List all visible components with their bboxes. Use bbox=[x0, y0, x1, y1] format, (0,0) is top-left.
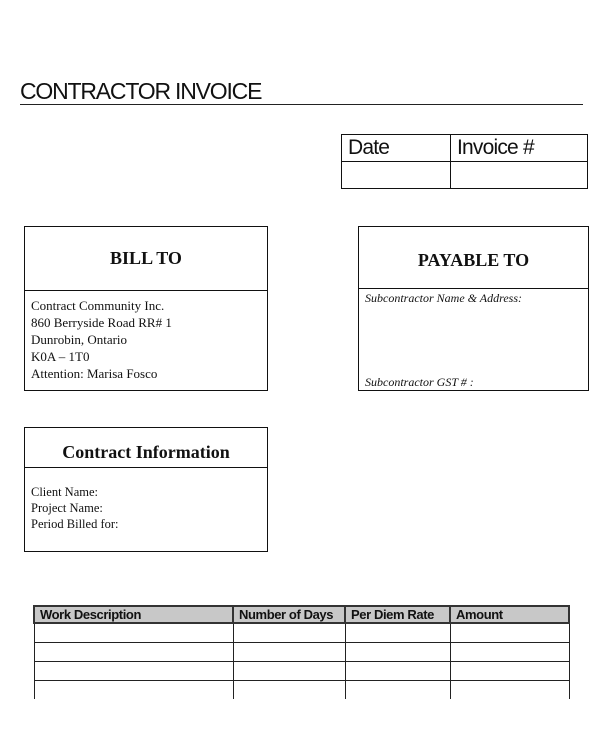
project-name-label: Project Name: bbox=[31, 501, 103, 515]
subcontractor-gst-label: Subcontractor GST # : bbox=[365, 375, 474, 389]
address-line: Dunrobin, Ontario bbox=[31, 332, 128, 347]
subcontractor-name-label: Subcontractor Name & Address: bbox=[365, 291, 522, 305]
address-line: Attention: Marisa Fosco bbox=[31, 366, 158, 381]
table-cell[interactable] bbox=[233, 662, 345, 681]
date-invoice-table bbox=[341, 134, 588, 189]
title-underline bbox=[20, 104, 583, 105]
table-cell[interactable] bbox=[34, 662, 233, 681]
table-cell[interactable] bbox=[450, 681, 569, 700]
table-cell[interactable] bbox=[450, 623, 569, 643]
address-line: Contract Community Inc. bbox=[31, 298, 165, 313]
table-cell[interactable] bbox=[233, 643, 345, 662]
bill-to-box bbox=[24, 226, 268, 391]
period-billed-label: Period Billed for: bbox=[31, 517, 119, 531]
table-cell[interactable] bbox=[34, 643, 233, 662]
table-cell[interactable] bbox=[34, 623, 233, 643]
column-header: Work Description bbox=[34, 606, 233, 623]
address-line: K0A – 1T0 bbox=[31, 349, 90, 364]
address-line: 860 Berryside Road RR# 1 bbox=[31, 315, 172, 330]
table-cell[interactable] bbox=[345, 643, 450, 662]
table-cell[interactable] bbox=[34, 681, 233, 700]
table-row bbox=[34, 623, 569, 643]
bill-to-address bbox=[31, 297, 172, 382]
table-cell[interactable] bbox=[450, 643, 569, 662]
column-header: Number of Days bbox=[233, 606, 345, 623]
table-cell[interactable] bbox=[345, 681, 450, 700]
table-header-row bbox=[34, 606, 569, 623]
client-name-label: Client Name: bbox=[31, 485, 98, 499]
payable-to-box bbox=[358, 226, 589, 391]
bill-to-heading: BILL TO bbox=[25, 227, 267, 291]
work-table bbox=[33, 605, 570, 699]
table-cell[interactable] bbox=[345, 662, 450, 681]
table-cell[interactable] bbox=[233, 623, 345, 643]
table-row bbox=[34, 681, 569, 700]
contract-information-fields bbox=[31, 484, 119, 532]
table-cell[interactable] bbox=[450, 662, 569, 681]
contract-information-heading: Contract Information bbox=[25, 428, 267, 468]
table-row bbox=[34, 643, 569, 662]
invoice-number-label: Invoice # bbox=[451, 135, 588, 162]
contract-information-box bbox=[24, 427, 268, 552]
table-cell[interactable] bbox=[345, 623, 450, 643]
document-title: CONTRACTOR INVOICE bbox=[20, 78, 262, 104]
payable-to-heading: PAYABLE TO bbox=[359, 227, 588, 289]
date-label: Date bbox=[342, 135, 451, 162]
column-header: Per Diem Rate bbox=[345, 606, 450, 623]
table-cell[interactable] bbox=[233, 681, 345, 700]
column-header: Amount bbox=[450, 606, 569, 623]
invoice-number-field[interactable] bbox=[451, 162, 588, 189]
table-row bbox=[34, 662, 569, 681]
date-field[interactable] bbox=[342, 162, 451, 189]
